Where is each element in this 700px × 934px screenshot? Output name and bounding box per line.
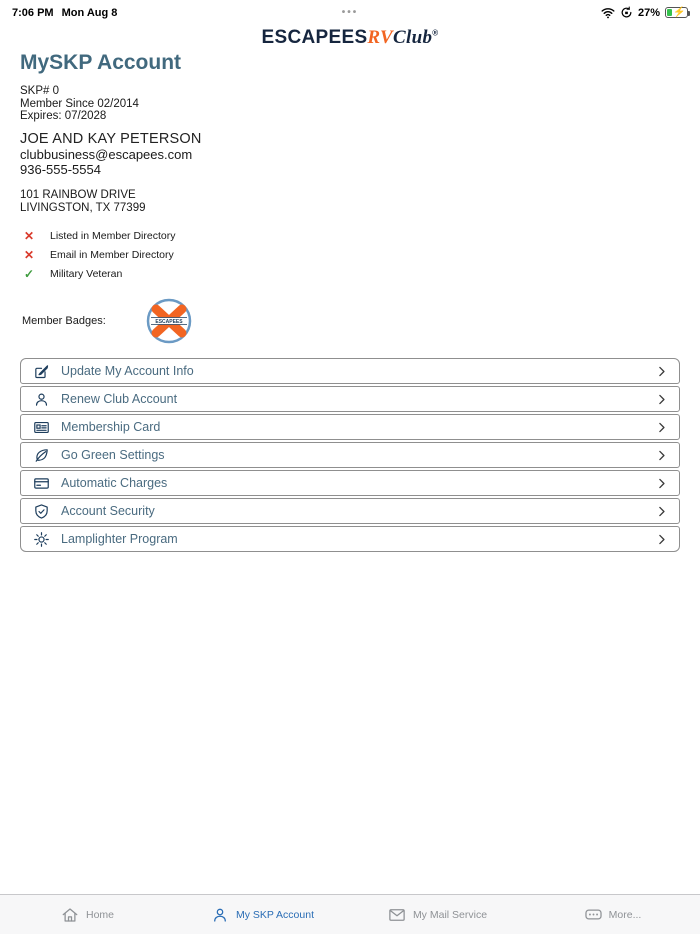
menu-item-membership-card[interactable]	[20, 414, 680, 440]
tab-my-skp-account[interactable]	[175, 895, 350, 934]
address-line2: LIVINGSTON, TX 77399	[20, 202, 146, 215]
member-badges-row	[22, 298, 700, 344]
membership-card-icon	[32, 418, 50, 436]
mail-icon	[388, 905, 407, 924]
battery-percent: 27%	[637, 6, 660, 19]
account-flags	[24, 230, 700, 280]
flag-label: Listed in Member Directory	[50, 230, 176, 243]
flag-listed-in-directory	[24, 230, 700, 242]
member-phone: 936-555-5554	[20, 161, 101, 177]
status-center-dots: •••	[341, 7, 359, 18]
edit-icon	[32, 362, 50, 380]
tab-label: My SKP Account	[235, 908, 314, 921]
menu-item-lamplighter-program[interactable]	[20, 526, 680, 552]
status-bar	[0, 0, 700, 22]
chevron-right-icon	[654, 420, 668, 434]
date: Mon Aug 8	[61, 6, 118, 19]
member-name: JOE AND KAY PETERSON	[20, 130, 202, 147]
chevron-right-icon	[654, 392, 668, 406]
tab-my-mail-service[interactable]	[350, 895, 525, 934]
credit-card-icon	[32, 474, 50, 492]
chevron-right-icon	[654, 364, 668, 378]
flag-label: Email in Member Directory	[50, 249, 174, 262]
menu-item-label: Lamplighter Program	[61, 532, 178, 547]
member-since: Member Since 02/2014	[20, 97, 139, 110]
clock: 7:06 PM	[12, 6, 54, 19]
escapees-logo	[0, 27, 700, 49]
status-right	[601, 6, 688, 19]
flag-email-in-directory	[24, 249, 700, 261]
more-icon	[584, 905, 603, 924]
tab-bar	[0, 894, 700, 934]
check-icon: ✓	[24, 267, 35, 282]
menu-item-automatic-charges[interactable]	[20, 470, 680, 496]
menu-item-renew-club-account[interactable]	[20, 386, 680, 412]
member-badges-label: Member Badges:	[22, 315, 106, 328]
menu-item-label: Renew Club Account	[61, 392, 178, 407]
expires: Expires: 07/2028	[20, 110, 107, 123]
flag-label: Military Veteran	[50, 268, 123, 281]
tab-label: More...	[608, 908, 642, 921]
brand-club: Club	[393, 27, 433, 48]
home-icon	[61, 905, 80, 924]
wifi-icon	[601, 7, 615, 19]
menu-item-account-security[interactable]	[20, 498, 680, 524]
menu-item-update-account-info[interactable]	[20, 358, 680, 384]
chevron-right-icon	[654, 532, 668, 546]
page-title: MySKP Account	[20, 51, 182, 74]
menu-item-label: Account Security	[61, 504, 155, 519]
chevron-right-icon	[654, 476, 668, 490]
account-menu	[20, 358, 680, 552]
person-icon	[211, 905, 230, 924]
x-icon: ✕	[24, 229, 35, 244]
tab-home[interactable]	[0, 895, 175, 934]
skp-number: SKP# 0	[20, 85, 59, 97]
shield-icon	[32, 502, 50, 520]
brand-rv: RV	[367, 27, 394, 48]
chevron-right-icon	[654, 448, 668, 462]
member-email: clubbusiness@escapees.com	[20, 146, 193, 162]
tab-label: My Mail Service	[412, 908, 488, 921]
escapees-badge-icon	[146, 298, 192, 344]
menu-item-go-green-settings[interactable]	[20, 442, 680, 468]
registered-mark: ®	[432, 28, 439, 38]
tab-more[interactable]	[525, 895, 700, 934]
chevron-right-icon	[654, 504, 668, 518]
tab-label: Home	[85, 908, 114, 921]
brand-escapees: ESCAPEES	[261, 27, 368, 48]
svg-text:ESCAPEES: ESCAPEES	[155, 319, 183, 326]
status-left	[12, 7, 117, 19]
menu-item-label: Go Green Settings	[61, 448, 165, 463]
x-icon: ✕	[24, 248, 35, 263]
person-icon	[32, 390, 50, 408]
address-line1: 101 RAINBOW DRIVE	[20, 188, 136, 201]
lamp-icon	[32, 530, 50, 548]
menu-item-label: Automatic Charges	[61, 476, 168, 491]
battery-icon: ⚡	[665, 7, 688, 18]
menu-item-label: Membership Card	[61, 420, 161, 435]
menu-item-label: Update My Account Info	[61, 364, 194, 379]
flag-military-veteran	[24, 268, 700, 280]
orientation-lock-icon	[620, 6, 633, 19]
leaf-icon	[32, 446, 50, 464]
